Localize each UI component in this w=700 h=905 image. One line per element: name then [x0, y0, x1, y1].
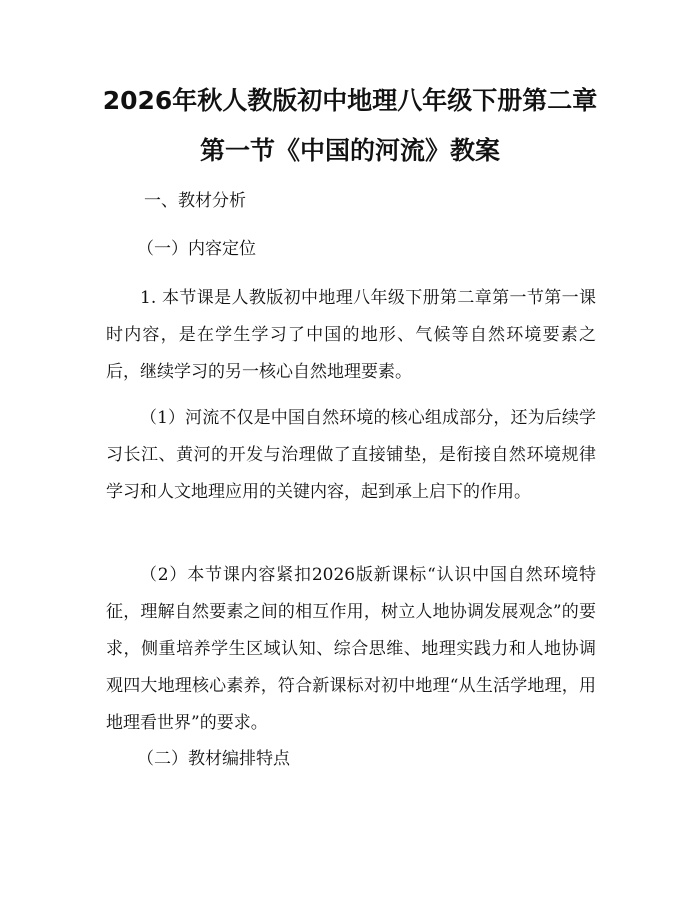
subsection-heading-content-positioning: （一）内容定位	[137, 239, 256, 259]
document-title-line-1: 2026年秋人教版初中地理八年级下册第二章	[102, 86, 598, 115]
document-title-line-2: 第一节《中国的河流》教案	[199, 136, 500, 165]
paragraph-curriculum-standard: （2）本节课内容紧扣2026版新课标“认识中国自然环境特征，理解自然要素之间的相互作用，树立人地协调发展观念”的要求，侧重培养学生区域认知、综合思维、地理实践力和人地协调观四大地理核心素养，符合新课标对初中地理“从生活学地理，用地理看世界”的要求。	[106, 565, 596, 733]
paragraph-rivers-role: （1）河流不仅是中国自然环境的核心组成部分，还为后续学习长江、黄河的开发与治理做了直接铺垫，是衔接自然环境规律学习和人文地理应用的关键内容，起到承上启下的作用。	[106, 408, 596, 502]
section-heading-teaching-material-analysis: 一、教材分析	[144, 191, 246, 211]
paragraph-lesson-overview: 1. 本节课是人教版初中地理八年级下册第二章第一节第一课时内容，是在学生学习了中国的地形、气候等自然环境要素之后，继续学习的另一核心自然地理要素。	[106, 288, 596, 382]
subsection-heading-textbook-arrangement: （二）教材编排特点	[137, 749, 290, 769]
